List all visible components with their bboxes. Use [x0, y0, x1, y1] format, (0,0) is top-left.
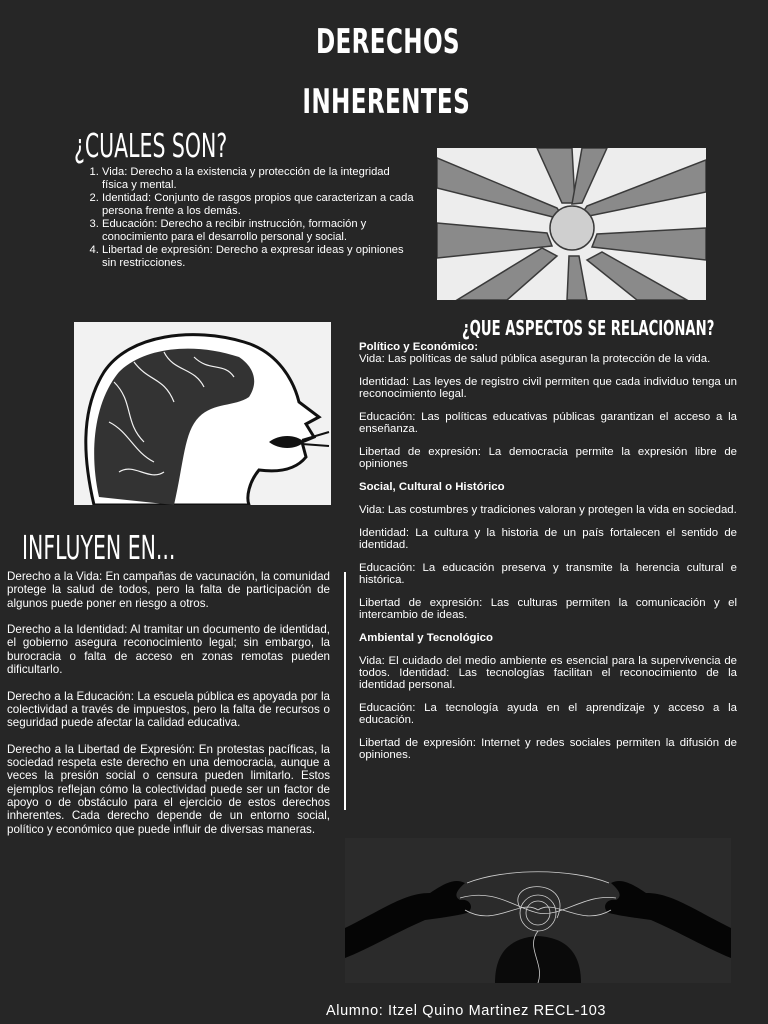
influyen-content — [7, 570, 330, 849]
page-title-line-1: DERECHOS — [316, 22, 460, 62]
influyen-paragraph: Derecho a la Identidad: Al tramitar un documento de identidad, el gobierno asegura reconocimiento legal; sin embargo, la burocracia o falta de acceso en zonas remotas pueden dificultarlo. — [7, 623, 330, 677]
rights-list-block — [74, 166, 414, 270]
aspect-paragraph: Educación: La tecnología ayuda en el aprendizaje y acceso a la educación. — [359, 702, 737, 726]
influyen-paragraph: Derecho a la Libertad de Expresión: En protestas pacíficas, la sociedad respeta este derecho en una democracia, aunque a veces la presión social o censura pueden limitarlo. Estos ejemplos reflejan cómo la colectividad puede ser un factor de apoyo o de obstáculo para el ejercicio de estos derechos inherentes. Cada derecho depende de un entorno social, político y económico que puede influir de diversas maneras. — [7, 742, 330, 836]
rights-list-item: 2. Identidad: Conjunto de rasgos propios que caracterizan a cada persona frente a los demás. — [102, 192, 414, 218]
cuales-heading: ¿CUALES SON? — [74, 126, 228, 165]
section-label-ambiental: Ambiental y Tecnológico — [359, 632, 493, 644]
aspect-paragraph: Identidad: La cultura y la historia de un país fortalecen el sentido de identidad. — [359, 527, 737, 551]
aspectos-heading: ¿QUE ASPECTOS SE RELACIONAN? — [462, 316, 715, 340]
hands-strings-image — [345, 838, 731, 983]
aspect-paragraph: Libertad de expresión: Las culturas permiten la comunicación y el intercambio de ideas. — [359, 597, 737, 621]
vertical-divider — [344, 572, 346, 810]
aspect-paragraph: Libertad de expresión: La democracia permite la expresión libre de opiniones — [359, 446, 737, 470]
head-brain-image — [74, 322, 331, 505]
section-label-social: Social, Cultural o Histórico — [359, 481, 505, 493]
influyen-heading: INFLUYEN EN... — [22, 528, 176, 567]
student-footer: Alumno: Itzel Quino Martinez RECL-103 — [326, 1003, 607, 1019]
aspect-paragraph: Vida: Las costumbres y tradiciones valoran y protegen la vida en sociedad. — [359, 504, 737, 516]
influyen-paragraph: Derecho a la Vida: En campañas de vacunación, la comunidad protege la salud de todos, pero la falta de participación de algunos puede poner en riesgo a otros. — [7, 570, 330, 610]
aspect-paragraph: Educación: Las políticas educativas públicas garantizan el acceso a la enseñanza. — [359, 411, 737, 435]
rights-list-item: 1. Vida: Derecho a la existencia y protección de la integridad física y mental. — [102, 166, 414, 192]
aspect-paragraph: Educación: La educación preserva y transmite la herencia cultural e histórica. — [359, 562, 737, 586]
rights-list-item: 3. Educación: Derecho a recibir instrucción, formación y conocimiento para el desarrollo personal y social. — [102, 218, 414, 244]
section-label-politico: Político y Económico: — [359, 341, 478, 353]
aspect-paragraph: Vida: El cuidado del medio ambiente es esencial para la supervivencia de todos. Identidad: Las tecnologías facilitan el reconocimiento de la identidad personal. — [359, 655, 737, 691]
rights-list-item: 4. Libertad de expresión: Derecho a expresar ideas y opiniones sin restricciones. — [102, 244, 414, 270]
aspect-paragraph: Identidad: Las leyes de registro civil permiten que cada individuo tenga un reconocimiento legal. — [359, 376, 737, 400]
aspect-paragraph: Libertad de expresión: Internet y redes sociales permiten la difusión de opiniones. — [359, 737, 737, 761]
influyen-paragraph: Derecho a la Educación: La escuela pública es apoyada por la colectividad a través de impuestos, pero la falta de recursos o seguridad puede afectar la calidad educativa. — [7, 689, 330, 730]
page-title-line-2: INHERENTES — [302, 82, 471, 122]
aspect-paragraph: Vida: Las políticas de salud pública aseguran la protección de la vida. — [359, 353, 711, 365]
rights-list — [74, 166, 414, 270]
hands-together-image — [437, 148, 706, 300]
aspectos-content — [359, 341, 737, 772]
